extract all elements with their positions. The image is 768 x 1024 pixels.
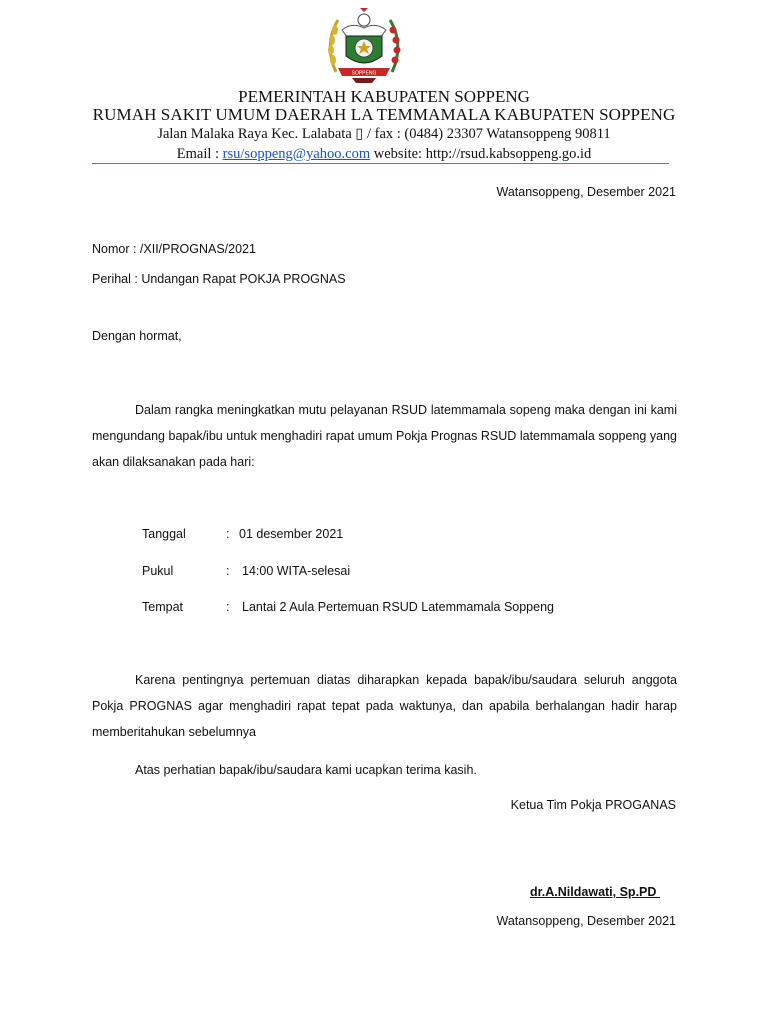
contact-line bbox=[0, 146, 768, 163]
logo-banner-text: SOPPENG bbox=[351, 70, 377, 77]
detail-label-date: Tanggal bbox=[142, 527, 186, 541]
detail-value-time: 14:00 WITA-selesai bbox=[242, 564, 351, 578]
paragraph-intro-text: Dalam rangka meningkatkan mutu pelayanan RSUD latemmamala sopeng maka dengan ini kami mengundang bapak/ibu untuk menghadiri rapat umum Pokja Prognas RSUD latemmamala soppeng yang akan dilaksanakan pada hari: bbox=[92, 403, 677, 469]
government-header: PEMERINTAH KABUPATEN SOPPENG bbox=[238, 87, 530, 106]
hospital-name: RUMAH SAKIT UMUM DAERAH LA TEMMAMALA KABUPATEN SOPPENG bbox=[92, 105, 676, 124]
paragraph-request bbox=[92, 667, 677, 745]
letter-subject: Perihal : Undangan Rapat POKJA PROGNAS bbox=[92, 272, 346, 286]
signer-title: Ketua Tim Pokja PROGANAS bbox=[510, 798, 676, 812]
email-link[interactable]: rsu/soppeng@yahoo.com bbox=[222, 146, 371, 162]
salutation: Dengan hormat, bbox=[92, 329, 182, 343]
signature-place-date: Watansoppeng, Desember 2021 bbox=[496, 914, 676, 928]
detail-colon-time: : bbox=[226, 564, 230, 578]
signer-name: dr.A.Nildawati, Sp.PD bbox=[530, 885, 660, 899]
paragraph-intro bbox=[92, 397, 677, 475]
detail-colon-date: : bbox=[226, 527, 230, 541]
detail-value-place: Lantai 2 Aula Pertemuan RSUD Latemmamala Soppeng bbox=[242, 600, 554, 614]
letter-number: Nomor : /XII/PROGNAS/2021 bbox=[92, 242, 256, 256]
paragraph-request-text: Karena pentingnya pertemuan diatas diharapkan kepada bapak/ibu/saudara seluruh anggota Pokja PROGNAS agar menghadiri rapat tepat pada waktunya, dan apabila berhalangan hadir harap memberitahukan sebelumnya bbox=[92, 673, 677, 739]
website-text: website: http://rsud.kabsoppeng.go.id bbox=[370, 146, 592, 162]
header-divider bbox=[92, 163, 669, 164]
place-date: Watansoppeng, Desember 2021 bbox=[496, 185, 676, 199]
address-line: Jalan Malaka Raya Kec. Lalabata ▯ / fax : (0484) 23307 Watansoppeng 90811 bbox=[157, 126, 611, 142]
paragraph-thanks: Atas perhatian bapak/ibu/saudara kami ucapkan terima kasih. bbox=[135, 763, 477, 777]
coat-of-arms-logo bbox=[322, 8, 406, 84]
detail-value-date: 01 desember 2021 bbox=[239, 527, 344, 541]
email-label: Email : bbox=[176, 146, 223, 162]
detail-label-place: Tempat bbox=[142, 600, 183, 614]
detail-colon-place: : bbox=[226, 600, 230, 614]
detail-label-time: Pukul bbox=[142, 564, 174, 578]
